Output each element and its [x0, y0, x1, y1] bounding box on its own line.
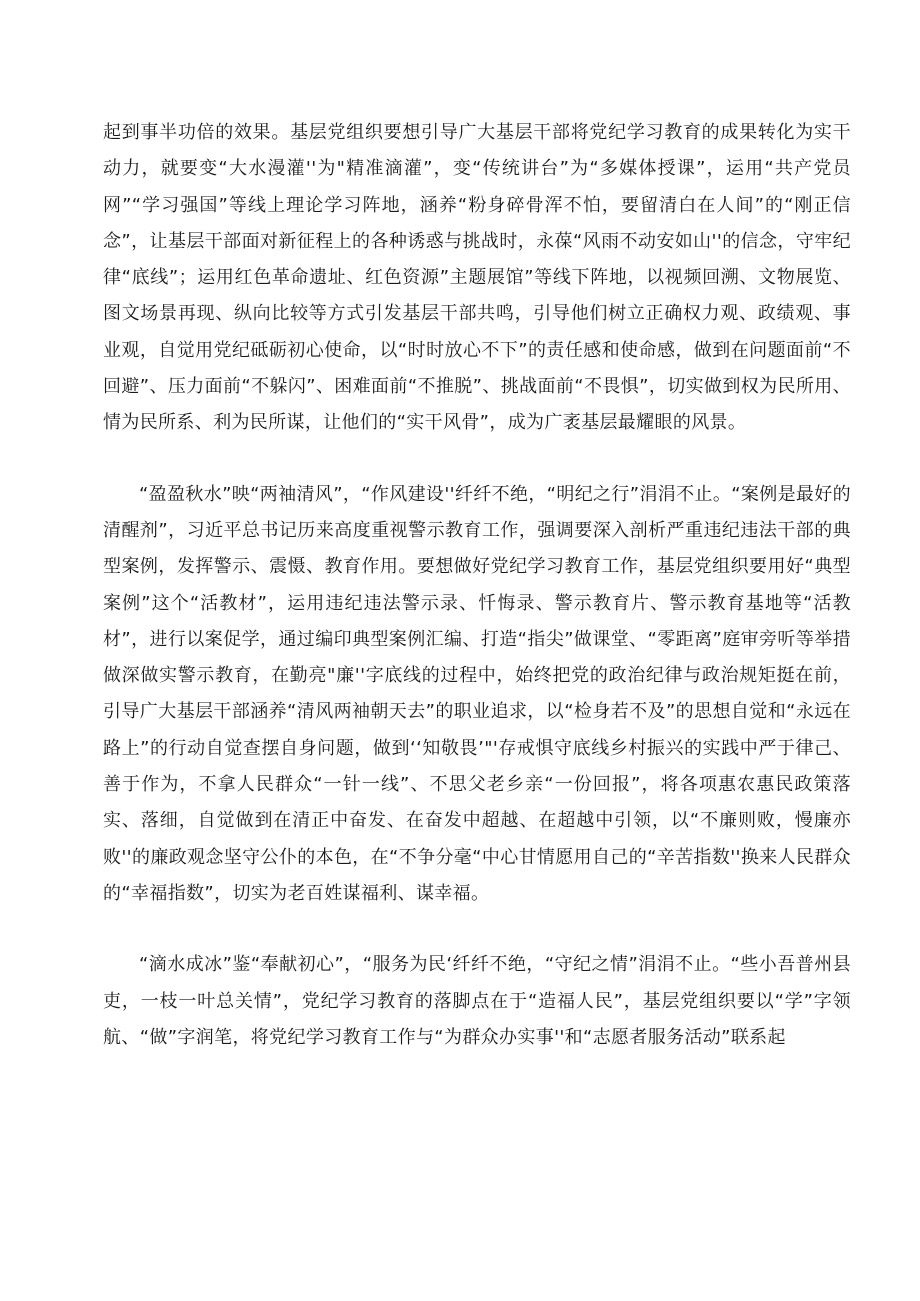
paragraph-1: 起到事半功倍的效果。基层党组织要想引导广大基层干部将党纪学习教育的成果转化为实干动力，就要变“大水漫灌''为"精准滴灌”，变“传统讲台”为“多媒体授课”，运用“共产党员网”“学习强国”等线上理论学习阵地，涵养“粉身碎骨浑不怕，要留清白在人间”的“刚正信念”，让基层干部面对新征程上的各种诱惑与挑战时，永葆“风雨不动安如山''的信念，守牢纪律“底线”；运用红色革命遗址、红色资源”主题展馆”等线下阵地，以视频回溯、文物展览、图文场景再现、纵向比较等方式引发基层干部共鸣，引导他们树立正确权力观、政绩观、事业观，自觉用党纪砥砺初心使命，以“时时放心不下”的责任感和使命感，做到在问题面前“不回避”、压力面前“不躲闪”、困难面前“不推脱”、挑战面前“不畏惧”，切实做到权为民所用、情为民所系、利为民所谋，让他们的“实干风骨”，成为广袤基层最耀眼的风景。: [103, 122, 851, 434]
document-page: [103, 115, 851, 1056]
paragraph-3: “滴水成冰”鉴“奉献初心”，“服务为民‘纤纤不绝，“守纪之情”涓涓不止。“些小吾普州县吏，一枝一叶总关情”，党纪学习教育的落脚点在于“造福人民”，基层党组织要以“学”字领航、“做”字润笔，将党纪学习教育工作与“为群众办实事''和“志愿者服务活动”联系起: [103, 954, 851, 1048]
paragraph-2: “盈盈秋水”映“两袖清风”，“作风建设''纤纤不绝，“明纪之行”涓涓不止。“案例是最好的清醒剂”，习近平总书记历来高度重视警示教育工作，强调要深入剖析严重违纪违法干部的典型案例，发挥警示、震慑、教育作用。要想做好党纪学习教育工作，基层党组织要用好“典型案例”这个“活教材”，运用违纪违法警示录、忏悔录、警示教育片、警示教育基地等“活教材”，进行以案促学，通过编印典型案例汇编、打造“指尖”做课堂、“零距离”庭审旁听等举措做深做实警示教育，在勤亮"廉''字底线的过程中，始终把党的政治纪律与政治规矩挺在前，引导广大基层干部涵养“清风两袖朝天去”的职业追求，以“检身若不及”的思想自觉和“永远在路上”的行动自觉查摆自身问题，做到‘‘知敬畏’"'存戒惧守底线乡村振兴的实践中严于律己、善于作为，不拿人民群众“一针一线”、不思父老乡亲“一份回报”，将各项惠农惠民政策落实、落细，自觉做到在清正中奋发、在奋发中超越、在超越中引领，以“不廉则败，慢廉亦败''的廉政观念坚守公仆的本色，在“不争分毫“中心甘情愿用自己的“辛苦指数''换来人民群众的“幸福指数”，切实为老百姓谋福利、谋幸福。: [103, 483, 851, 904]
